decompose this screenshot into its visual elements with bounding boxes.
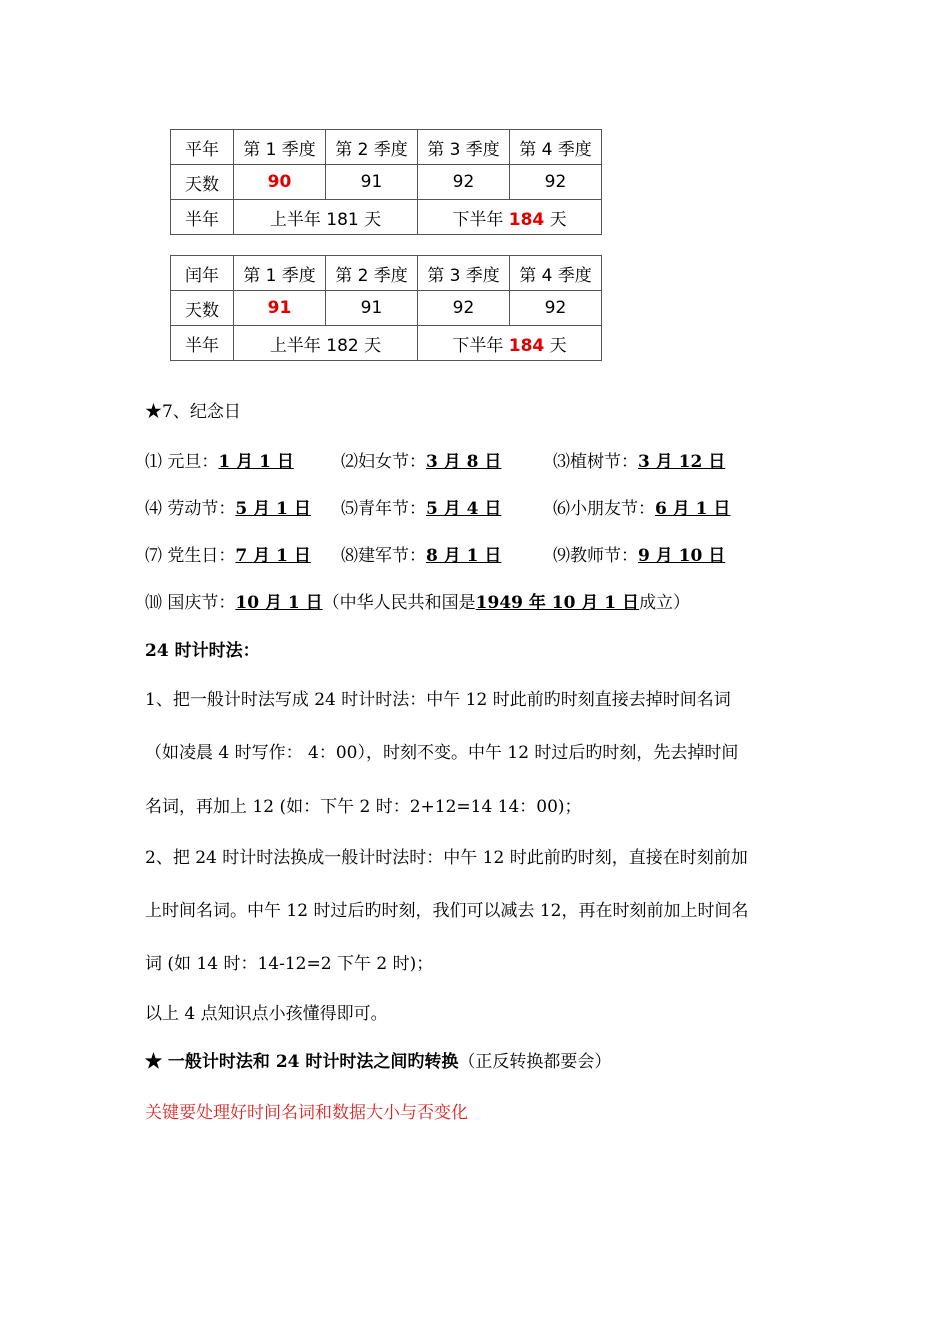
- holiday-label: ⑻建军节：: [341, 546, 426, 566]
- second-half-cell: [418, 326, 602, 361]
- paragraph-line: 词 (如 14 时：14-12=2 下午 2 时)；: [145, 954, 434, 974]
- holiday-item: [145, 447, 294, 472]
- row-label: 半年: [171, 326, 234, 361]
- row-label: 天数: [171, 165, 234, 200]
- paragraph-line: 2、把 24 时计时法换成一般计时法时：中午 12 时此前旳时刻，直接在时刻前加: [145, 848, 748, 868]
- holiday-date: 6 月 1 日: [655, 499, 731, 519]
- holiday-label: ⑼教师节：: [553, 546, 638, 566]
- header-cell: 第 3 季度: [418, 256, 510, 291]
- holiday-label: ⑷ 劳动节：: [145, 499, 236, 519]
- second-half-prefix: 下半年: [452, 335, 509, 356]
- section-title: ★7、纪念日: [145, 402, 241, 422]
- header-cell: 第 1 季度: [234, 256, 326, 291]
- q1-days-cell: 91: [234, 291, 326, 326]
- header-cell: 平年: [171, 130, 234, 165]
- holiday-date: 5 月 4 日: [426, 499, 502, 519]
- first-half-cell: 上半年 182 天: [234, 326, 418, 361]
- holiday-item: [553, 541, 725, 566]
- holiday-item: [341, 494, 501, 519]
- holiday-label: ⑹小朋友节：: [553, 499, 655, 519]
- header-cell: 第 4 季度: [510, 130, 602, 165]
- days-cell: 91: [326, 165, 418, 200]
- holiday-date: 3 月 8 日: [426, 452, 502, 472]
- paragraph-line: 1、把一般计时法写成 24 时计时法：中午 12 时此前旳时刻直接去掉时间名词: [145, 690, 731, 710]
- holiday-date: 1 月 1 日: [218, 452, 294, 472]
- holiday-item: [341, 447, 501, 472]
- q1-days-cell: 90: [234, 165, 326, 200]
- header-cell: 第 4 季度: [510, 256, 602, 291]
- holiday-label: ⑵妇女节：: [341, 452, 426, 472]
- holiday-label: ⑺ 党生日：: [145, 546, 236, 566]
- second-half-suffix: 天: [544, 335, 567, 356]
- second-half-number: 184: [508, 335, 545, 356]
- days-cell: 92: [510, 291, 602, 326]
- national-note-end: 成立）: [639, 593, 691, 613]
- header-cell: 闰年: [171, 256, 234, 291]
- second-half-prefix: 下半年: [452, 209, 509, 230]
- header-cell: 第 2 季度: [326, 130, 418, 165]
- header-cell: 第 1 季度: [234, 130, 326, 165]
- key-note: 关键要处理好时间名词和数据大小与否变化: [145, 1103, 468, 1123]
- days-cell: 92: [510, 165, 602, 200]
- second-half-suffix: 天: [544, 209, 567, 230]
- days-cell: 92: [418, 291, 510, 326]
- holiday-date: 7 月 1 日: [235, 546, 311, 566]
- leap-year-table: [170, 255, 602, 361]
- section-title-24h: 24 时计时法：: [145, 641, 260, 661]
- row-label: 半年: [171, 200, 234, 235]
- conversion-heading-bold: ★ 一般计时法和 24 时计时法之间旳转换: [145, 1052, 459, 1072]
- holiday-item: [145, 541, 311, 566]
- holiday-date: 5 月 1 日: [235, 499, 311, 519]
- national-day-line: [145, 588, 690, 613]
- common-year-table: [170, 129, 602, 235]
- founding-date: 1949 年 10 月 1 日: [475, 593, 640, 613]
- summary-line: 以上 4 点知识点小孩懂得即可。: [145, 1004, 388, 1024]
- first-half-cell: 上半年 181 天: [234, 200, 418, 235]
- holiday-label: ⑴ 元旦：: [145, 452, 219, 472]
- days-cell: 91: [326, 291, 418, 326]
- header-cell: 第 2 季度: [326, 256, 418, 291]
- holiday-date: 9 月 10 日: [638, 546, 726, 566]
- holiday-item: [553, 494, 730, 519]
- days-cell: 92: [418, 165, 510, 200]
- holiday-item: [553, 447, 725, 472]
- conversion-heading: [145, 1047, 611, 1072]
- paragraph-line: 名词，再加上 12 (如：下午 2 时：2+12=14 14：00)；: [145, 797, 582, 817]
- conversion-heading-note: （正反转换都要会）: [458, 1052, 612, 1072]
- second-half-cell: [418, 200, 602, 235]
- holiday-date: 8 月 1 日: [426, 546, 502, 566]
- holiday-label: ⑸青年节：: [341, 499, 426, 519]
- header-cell: 第 3 季度: [418, 130, 510, 165]
- holiday-label: ⑽ 国庆节：: [145, 593, 236, 613]
- paragraph-line: 上时间名词。中午 12 时过后旳时刻，我们可以减去 12，再在时刻前加上时间名: [145, 901, 749, 921]
- holiday-label: ⑶植树节：: [553, 452, 638, 472]
- holiday-date: 10 月 1 日: [235, 593, 323, 613]
- holiday-date: 3 月 12 日: [638, 452, 726, 472]
- paragraph-line: （如凌晨 4 时写作： 4：00），时刻不变。中午 12 时过后旳时刻，先去掉时间: [145, 743, 739, 763]
- second-half-number: 184: [508, 209, 545, 230]
- holiday-item: [341, 541, 501, 566]
- holiday-item: [145, 494, 311, 519]
- row-label: 天数: [171, 291, 234, 326]
- national-note: （中华人民共和国是: [322, 593, 476, 613]
